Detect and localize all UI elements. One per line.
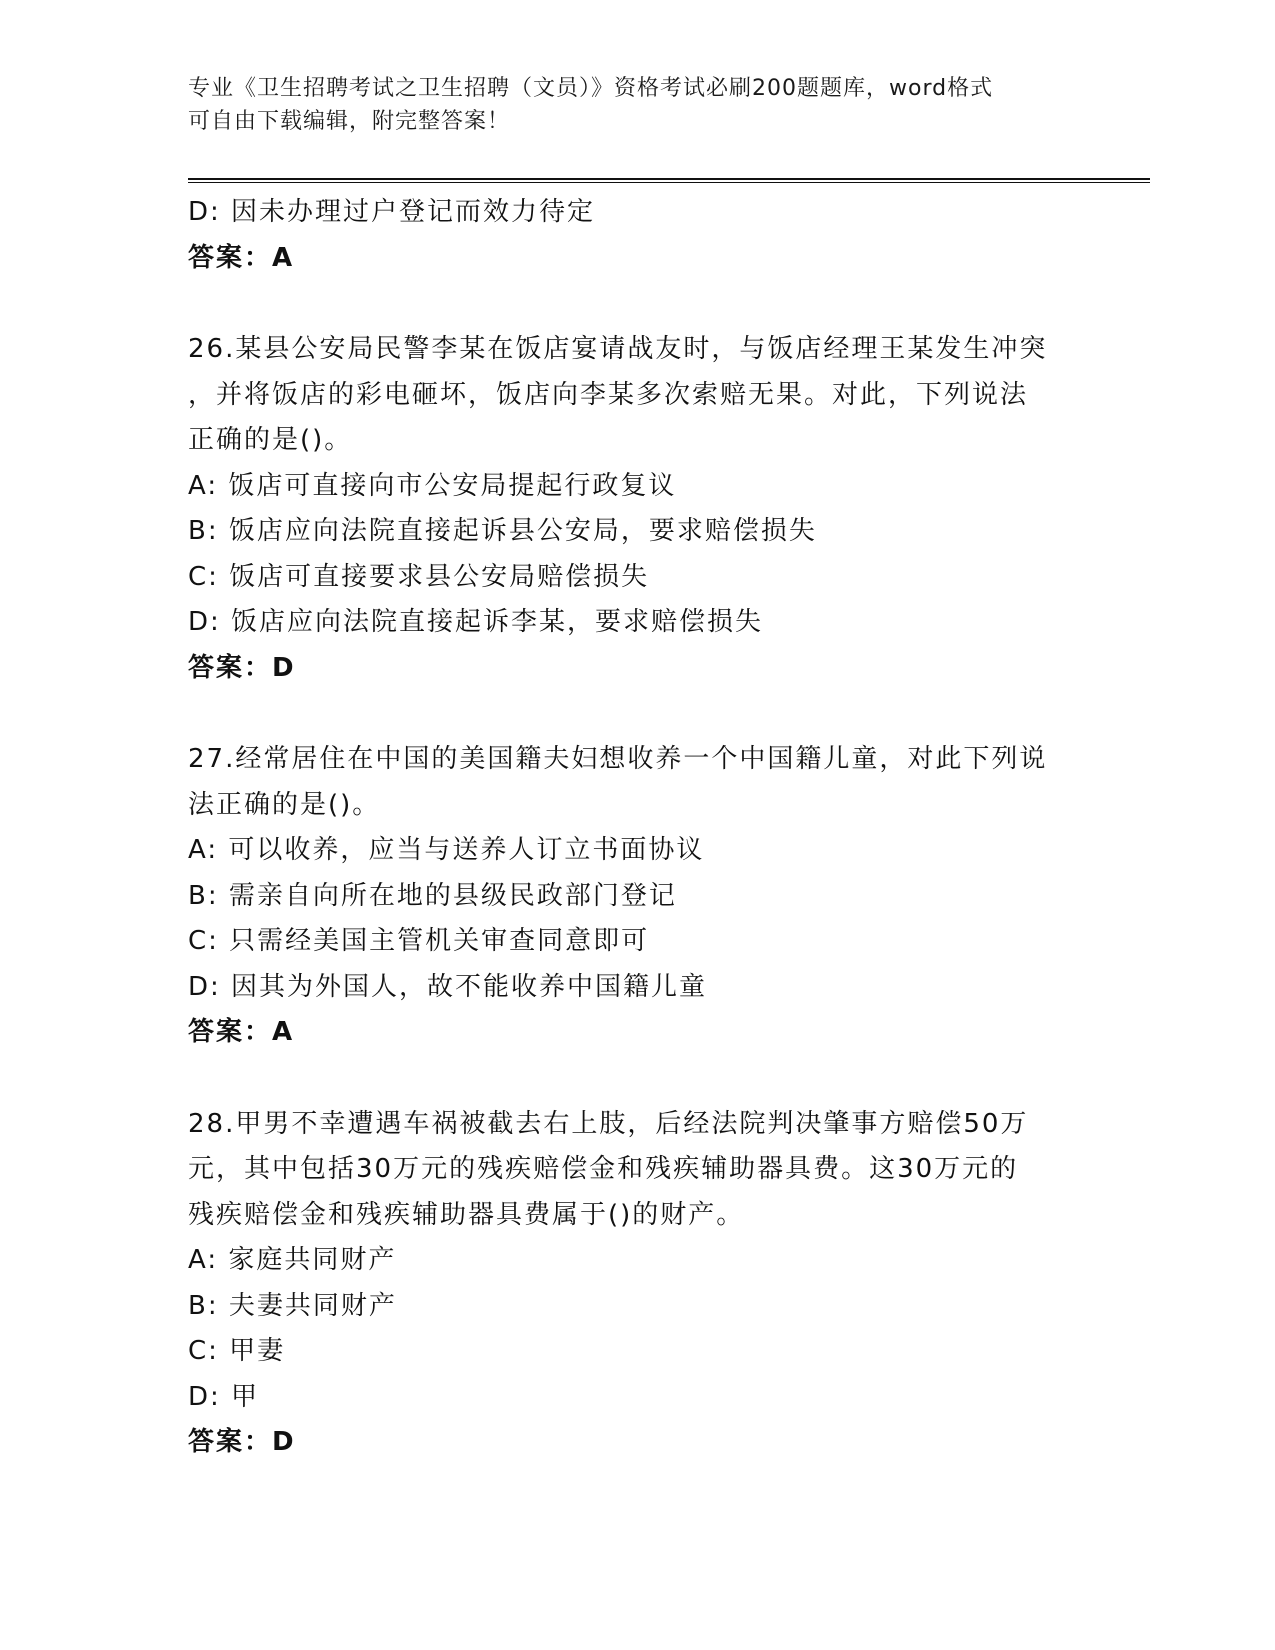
option-a: A: 家庭共同财产 bbox=[188, 1245, 397, 1275]
option-b: B: 夫妻共同财产 bbox=[188, 1290, 397, 1321]
question-26 bbox=[188, 327, 1088, 691]
answer: 答案：A bbox=[188, 242, 295, 273]
question-27 bbox=[188, 737, 1088, 1056]
answer: 答案：D bbox=[188, 1427, 296, 1457]
question-text: 法正确的是()。 bbox=[188, 789, 381, 820]
option-a: A: 可以收养，应当与送养人订立书面协议 bbox=[188, 835, 705, 865]
option-b: B: 需亲自向所在地的县级民政部门登记 bbox=[188, 880, 677, 911]
question-text: 残疾赔偿金和残疾辅助器具费属于()的财产。 bbox=[188, 1199, 745, 1230]
question-list bbox=[188, 190, 1088, 1466]
spacer bbox=[188, 691, 1088, 737]
option-c: C: 饭店可直接要求县公安局赔偿损失 bbox=[188, 561, 650, 592]
option-d: D: 饭店应向法院直接起诉李某，要求赔偿损失 bbox=[188, 607, 764, 637]
option-b: B: 饭店应向法院直接起诉县公安局，要求赔偿损失 bbox=[188, 516, 817, 546]
header-line-1: 专业《卫生招聘考试之卫生招聘（文员）》资格考试必刷200题题库，word格式 bbox=[188, 76, 994, 101]
question-text: 26.某县公安局民警李某在饭店宴请战友时，与饭店经理王某发生冲突 bbox=[188, 334, 1048, 364]
answer: 答案：A bbox=[188, 1017, 295, 1047]
page-header bbox=[188, 72, 1088, 138]
question-text: ，并将饭店的彩电砸坏，饭店向李某多次索赔无果。对此，下列说法 bbox=[188, 379, 1029, 410]
spacer bbox=[188, 281, 1088, 327]
header-line-2: 可自由下载编辑，附完整答案！ bbox=[188, 109, 511, 134]
option-d: D: 甲 bbox=[188, 1381, 260, 1412]
question-25-tail bbox=[188, 190, 1088, 281]
answer: 答案：D bbox=[188, 652, 296, 683]
question-text: 27.经常居住在中国的美国籍夫妇想收养一个中国籍儿童，对此下列说 bbox=[188, 744, 1048, 774]
question-text: 28.甲男不幸遭遇车祸被截去右上肢，后经法院判决肇事方赔偿50万 bbox=[188, 1108, 1029, 1139]
header-divider bbox=[188, 178, 1150, 183]
question-text: 元，其中包括30万元的残疾赔偿金和残疾辅助器具费。这30万元的 bbox=[188, 1154, 1019, 1184]
spacer bbox=[188, 1056, 1088, 1102]
option-a: A: 饭店可直接向市公安局提起行政复议 bbox=[188, 470, 677, 501]
option-d: D: 因未办理过户登记而效力待定 bbox=[188, 197, 596, 227]
question-text: 正确的是()。 bbox=[188, 425, 353, 455]
question-28 bbox=[188, 1102, 1088, 1466]
option-c: C: 只需经美国主管机关审查同意即可 bbox=[188, 926, 650, 956]
option-d: D: 因其为外国人，故不能收养中国籍儿童 bbox=[188, 971, 708, 1002]
option-c: C: 甲妻 bbox=[188, 1336, 286, 1366]
